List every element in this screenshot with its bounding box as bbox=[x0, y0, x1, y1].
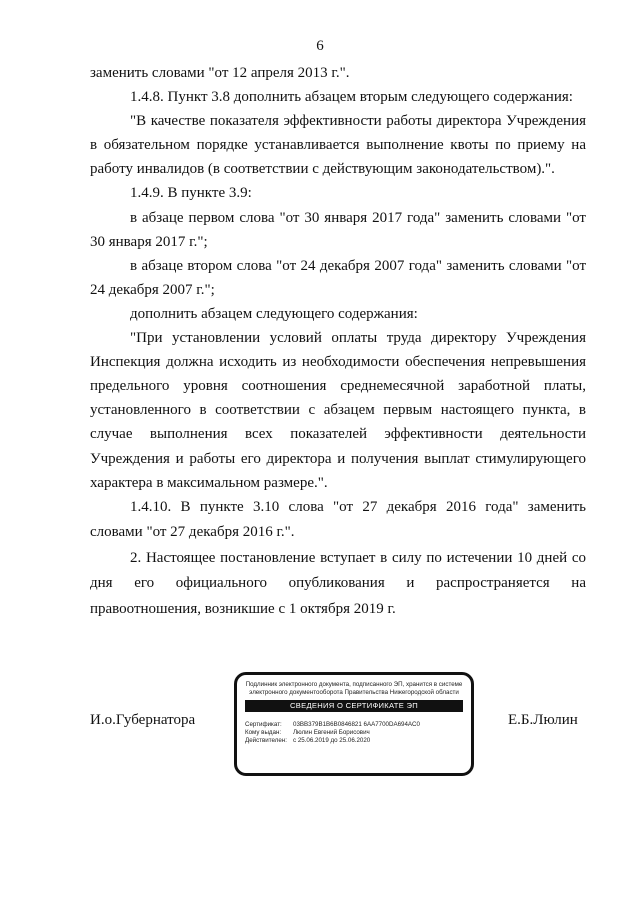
certificate-validity-label: Действителен: bbox=[245, 736, 287, 744]
paragraph-4: 1.4.9. В пункте 3.9: bbox=[130, 185, 252, 202]
paragraph-2: 1.4.8. Пункт 3.8 дополнить абзацем вторым следующего содержания: bbox=[130, 89, 573, 106]
certificate-serial-row bbox=[245, 721, 463, 729]
certificate-validity-value: с 25.06.2019 до 25.06.2020 bbox=[293, 736, 371, 744]
paragraph-8: "При установлении условий оплаты труда директору Учреждения Инспекция должна исходить из необходимости обеспечения непревышения предельного уровня соотношения среднемесячной заработной платы, установленного в соответствии с абзацем первым настоящего пункта, в случае выполнения всех показателей эффективности деятельности Учреждения и работы его директора и получения выплат стимулирующего характера в максимальном размере.". bbox=[90, 330, 586, 491]
certificate-serial-value: 03BB379B1B6B0846821 6AA7700DA694AC0 bbox=[293, 721, 420, 729]
certificate-validity-row bbox=[245, 737, 463, 745]
page-number: 6 bbox=[316, 38, 324, 54]
signature-certificate-stamp bbox=[234, 672, 474, 776]
paragraph-10: 2. Настоящее постановление вступает в силу по истечении 10 дней со дня его официального опубликования и распространяется на правоотношения, возникшие с 1 октября 2019 г. bbox=[90, 549, 586, 618]
certificate-header: Подлинник электронного документа, подписанного ЭП, хранится в системе электронного документооборота Правительства Нижегородской области bbox=[245, 681, 463, 696]
certificate-issued-value: Люлин Евгений Борисович bbox=[293, 728, 370, 736]
certificate-issued-row bbox=[245, 729, 463, 737]
certificate-details bbox=[245, 721, 463, 744]
certificate-issued-label: Кому выдан: bbox=[245, 728, 282, 736]
paragraph-1: заменить словами "от 12 апреля 2013 г.". bbox=[90, 65, 350, 81]
certificate-serial-label: Сертификат: bbox=[245, 721, 282, 729]
signatory-title: И.о.Губернатора bbox=[90, 712, 196, 728]
paragraph-7: дополнить абзацем следующего содержания: bbox=[130, 305, 418, 322]
signatory-name: Е.Б.Люлин bbox=[508, 712, 578, 728]
paragraph-6: в абзаце втором слова "от 24 декабря 2007 года" заменить словами "от 24 декабря 2007 г."; bbox=[90, 257, 586, 298]
certificate-title: СВЕДЕНИЯ О СЕРТИФИКАТЕ ЭП bbox=[245, 700, 463, 712]
paragraph-9: 1.4.10. В пункте 3.10 слова "от 27 декабря 2016 года" заменить словами "от 27 декабря 2016 г.". bbox=[90, 498, 586, 541]
paragraph-3: "В качестве показателя эффективности работы директора Учреждения в обязательном порядке устанавливается выполнение квоты по приему на работу инвалидов (в соответствии с действующим законодательством).". bbox=[90, 113, 586, 178]
document-body bbox=[90, 61, 586, 623]
paragraph-5: в абзаце первом слова "от 30 января 2017 года" заменить словами "от 30 января 2017 г."; bbox=[90, 209, 586, 250]
